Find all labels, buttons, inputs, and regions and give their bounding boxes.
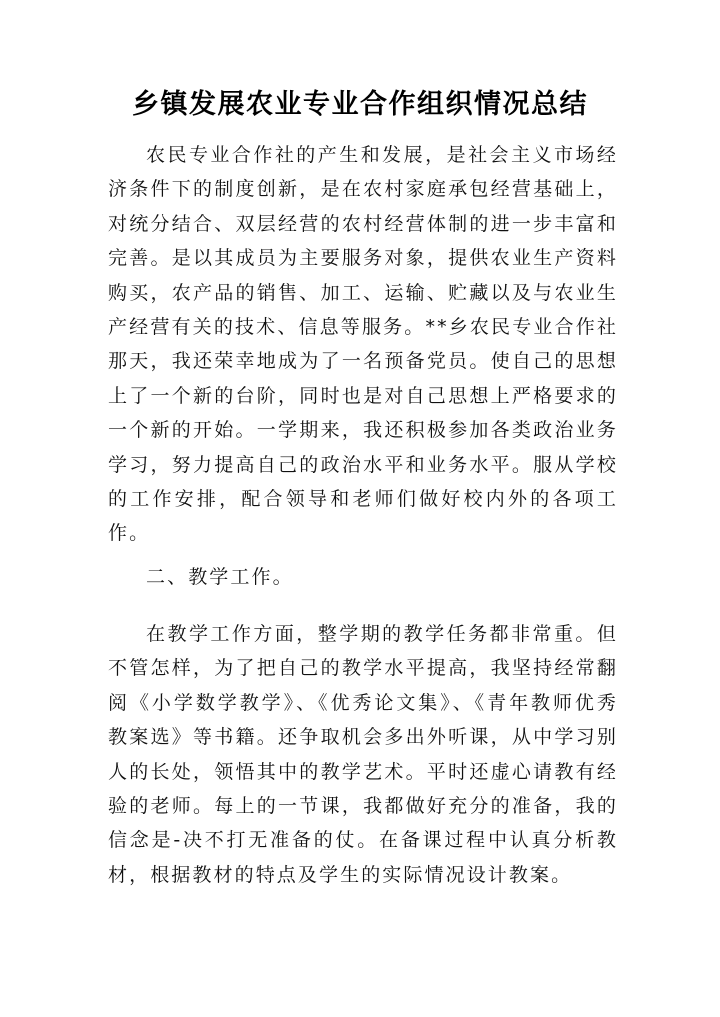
- document-title: 乡镇发展农业专业合作组织情况总结: [132, 89, 588, 120]
- paragraph-intro: 农民专业合作社的产生和发展，是社会主义市场经济条件下的制度创新，是在农村家庭承包经营基础上，对统分结合、双层经营的农村经营体制的进一步丰富和完善。是以其成员为主要服务对象，提供农业生产资料购买，农产品的销售、加工、运输、贮藏以及与农业生产经营有关的技术、信息等服务。**乡农民专业合作社那天，我还荣幸地成为了一名预备党员。使自己的思想上了一个新的台阶，同时也是对自己思想上严格要求的一个新的开始。一学期来，我还积极参加各类政治业务学习，努力提高自己的政治水平和业务水平。服从学校的工作安排，配合领导和老师们做好校内外的各项工作。: [108, 144, 618, 545]
- section-heading-teaching: 二、教学工作。: [146, 566, 294, 588]
- paragraph-teaching: 在教学工作方面，整学期的教学任务都非常重。但不管怎样，为了把自己的教学水平提高，我坚持经常翻阅《小学数学教学》、《优秀论文集》、《青年教师优秀教案选》等书籍。还争取机会多出外听课，从中学习别人的长处，领悟其中的教学艺术。平时还虚心请教有经验的老师。每上的一节课，我都做好充分的准备，我的信念是-决不打无准备的仗。在备课过程中认真分析教材，根据教材的特点及学生的实际情况设计教案。: [108, 623, 618, 886]
